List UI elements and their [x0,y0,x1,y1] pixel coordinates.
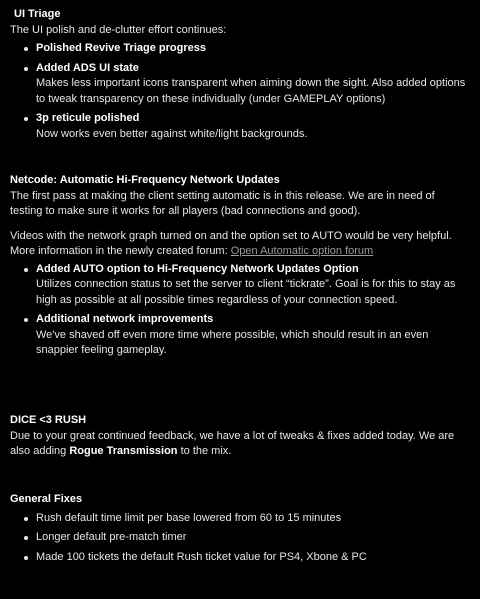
general-fixes-title: General Fixes [10,493,83,505]
list-item-desc: Utilizes connection status to set the server to client “tickrate”. Goal is for this to stay as high as possible at all possible times regardless of your connection speed. [36,278,456,306]
open-forum-link[interactable]: Open Automatic option forum [230,245,374,257]
list-item [36,262,468,309]
netcode-para-2-text: Videos with the network graph turned on and the option set to AUTO would be very helpful. More information in the newly created forum: [10,229,452,257]
list-item [36,550,468,566]
list-item-text: Rush default time limit per base lowered from 60 to 15 minutes [36,511,342,524]
bullet-icon [24,536,28,540]
list-item [36,511,468,527]
dice-rush-text-suffix: to the mix. [177,445,232,457]
netcode-para-2 [10,229,468,260]
bullet-icon [24,556,28,560]
list-item-desc: Now works even better against white/light backgrounds. [36,127,308,140]
list-item-title: Added AUTO option to Hi-Frequency Network Updates Option [36,262,359,275]
bullet-icon [24,318,28,322]
netcode-para-1: The first pass at making the client setting automatic is in this release. We are in need of testing to make sure it works for all players (bad connections and good). [10,189,435,217]
bullet-icon [24,268,28,272]
list-item-text: Made 100 tickets the default Rush ticket value for PS4, Xbone & PC [36,550,367,563]
list-item-title: Polished Revive Triage progress [36,42,206,54]
bullet-icon [24,67,28,71]
list-item-title: Added ADS UI state [36,61,139,74]
list-item-desc: We've shaved off even more time where possible, which should result in an even snappier feeling gameplay. [36,328,429,356]
netcode-list [10,262,468,359]
netcode-section [10,173,468,359]
list-item-desc: Makes less important icons transparent when aiming down the sight. Also added options to tweak transparency on these individually (under GAMEPLAY options) [36,77,466,105]
list-item-title: Additional network improvements [36,313,214,325]
ui-triage-list [10,41,468,142]
dice-rush-section [10,413,468,460]
list-item [36,312,468,359]
ui-triage-intro: The UI polish and de-clutter effort continues: [10,23,227,36]
rogue-transmission-label: Rogue Transmission [69,445,178,457]
general-fixes-list [10,511,468,566]
list-item-text: Longer default pre-match timer [36,531,187,543]
ui-triage-section [10,7,468,142]
bullet-icon [24,47,28,51]
list-item [36,61,468,108]
list-item [36,41,468,57]
list-item [36,111,468,142]
ui-triage-title: UI Triage [14,8,61,20]
list-item-title: 3p reticule polished [36,112,140,124]
dice-rush-title: DICE <3 RUSH [10,414,87,426]
general-fixes-section [10,492,468,565]
dice-rush-text: Due to your great continued feedback, we have a lot of tweaks & fixes added today. We are also adding [10,429,455,457]
dice-rush-para [10,429,468,460]
netcode-title: Netcode: Automatic Hi-Frequency Network Updates [10,174,280,186]
bullet-icon [24,517,28,521]
list-item [36,530,468,546]
bullet-icon [24,117,28,121]
